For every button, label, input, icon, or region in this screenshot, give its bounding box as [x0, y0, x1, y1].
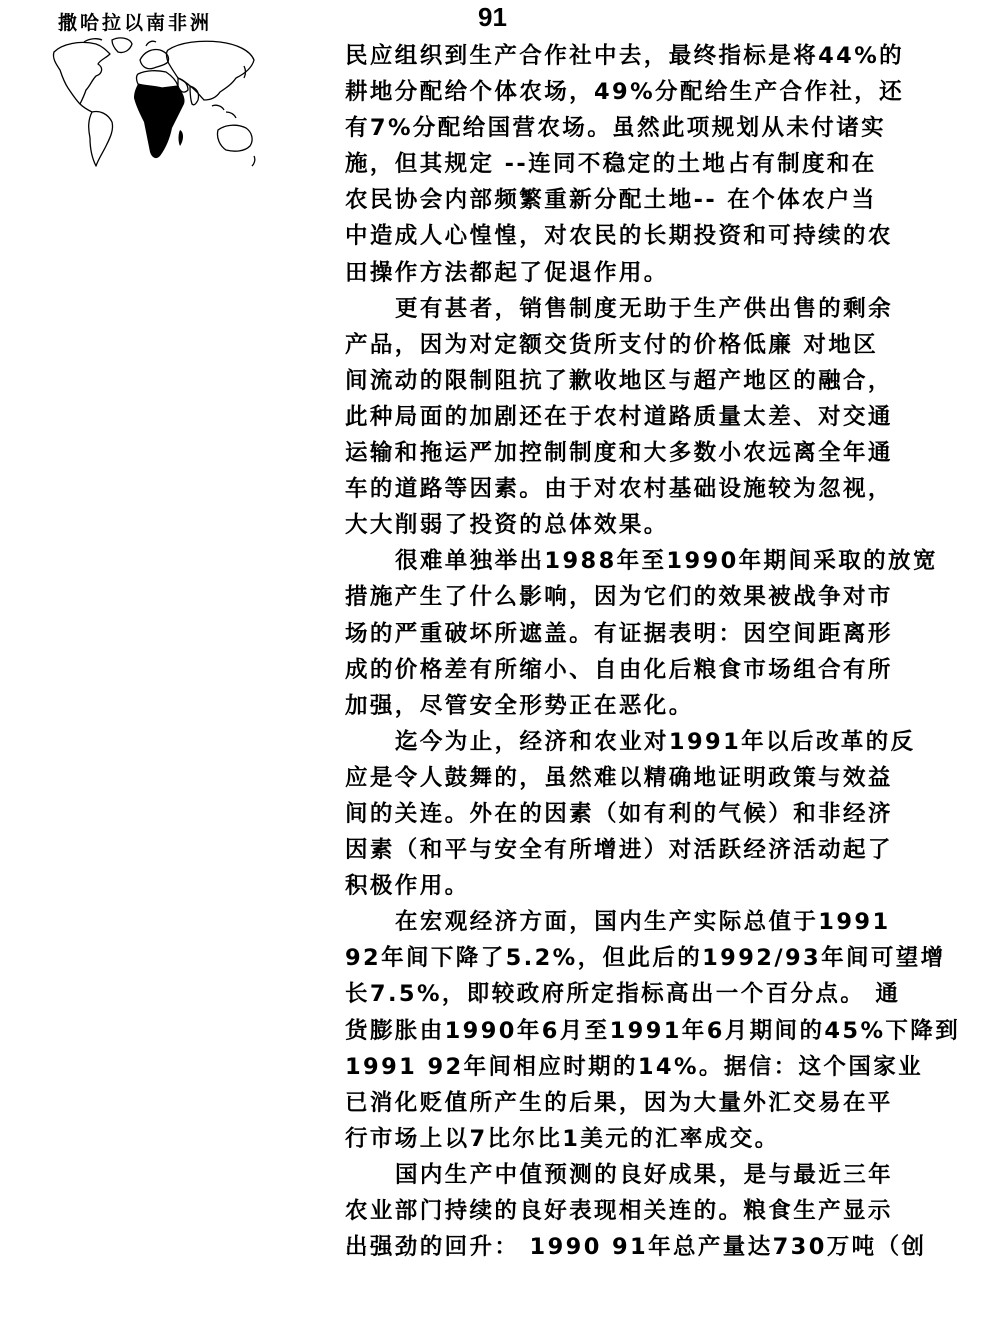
text-line: 田操作方法都起了促退作用。 [345, 259, 669, 286]
text-line: 加强，尽管安全形势正在恶化。 [345, 692, 694, 719]
text-line: 应是令人鼓舞的，虽然难以精确地证明政策与效益 [345, 764, 893, 791]
text-line: 中造成人心惶惶，对农民的长期投资和可持续的农 [345, 223, 893, 250]
text-line: 车的道路等因素。由于对农村基础设施较为忽视， [345, 476, 893, 503]
world-map-africa-highlighted-icon [40, 30, 262, 170]
text-line: 成的价格差有所缩小、自由化后粮食市场组合有所 [345, 656, 893, 683]
text-line: 措施产生了什么影响，因为它们的效果被战争对市 [345, 584, 893, 611]
text-line: 1991 92年间相应时期的14%。据信：这个国家业 [345, 1053, 924, 1080]
text-line: 积极作用。 [345, 873, 470, 900]
text-line: 行市场上以7比尔比1美元的汇率成交。 [345, 1125, 780, 1152]
text-line: 货膨胀由1990年6月至1991年6月期间的45%下降到 [345, 1017, 961, 1044]
text-line: 长7.5%，即较政府所定指标高出一个百分点。 通 [345, 981, 901, 1008]
text-line: 国内生产中值预测的良好成果，是与最近三年 [395, 1161, 894, 1188]
text-line: 大大削弱了投资的总体效果。 [345, 512, 669, 539]
text-line: 92年间下降了5.2%，但此后的1992/93年间可望增 [345, 945, 946, 972]
text-line: 有7%分配给国营农场。虽然此项规划从未付诸实 [345, 115, 887, 142]
text-line: 此种局面的加剧还在于农村道路质量太差、对交通 [345, 403, 893, 430]
text-line: 民应组织到生产合作社中去，最终指标是将44%的 [345, 43, 905, 69]
text-line: 场的严重破坏所遮盖。有证据表明：因空间距离形 [345, 620, 893, 647]
body-text [345, 38, 961, 1265]
text-line: 运输和拖运严加控制制度和大多数小农远离全年通 [345, 440, 893, 467]
text-line: 在宏观经济方面，国内生产实际总值于1991 [395, 909, 891, 936]
text-line: 产品，因为对定额交货所支付的价格低廉 对地区 [345, 331, 879, 358]
text-line: 施，但其规定 --连同不稳定的土地占有制度和在 [345, 151, 877, 178]
text-line: 很难单独举出1988年至1990年期间采取的放宽 [395, 548, 938, 575]
text-line: 间的关连。外在的因素（如有利的气候）和非经济 [345, 800, 893, 827]
text-line: 更有甚者，销售制度无助于生产供出售的剩余 [395, 295, 894, 322]
text-line: 因素（和平与安全有所增进）对活跃经济活动起了 [345, 837, 893, 864]
text-line: 迄今为止，经济和农业对1991年以后改革的反 [395, 728, 916, 755]
text-line: 已消化贬值所产生的后果，因为大量外汇交易在平 [345, 1089, 893, 1116]
text-line: 间流动的限制阻抗了歉收地区与超产地区的融合， [345, 367, 893, 394]
text-line: 耕地分配给个体农场，49%分配给生产合作社，还 [345, 79, 905, 106]
page-number: 91 [478, 2, 507, 32]
region-label: 撒哈拉以南非洲 [58, 12, 213, 34]
text-line: 农业部门持续的良好表现相关连的。粮食生产显示 [345, 1198, 893, 1224]
text-line: 农民协会内部频繁重新分配土地-- 在个体农户当 [345, 187, 877, 214]
text-line: 出强劲的回升： 1990 91年总产量达730万吨（创 [345, 1234, 927, 1261]
